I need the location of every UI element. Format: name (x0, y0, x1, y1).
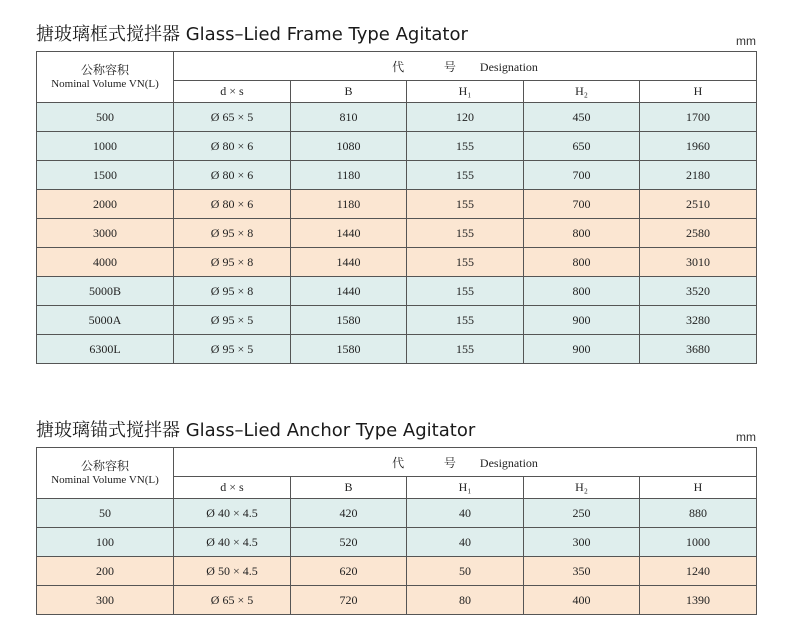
h-cell: 880 (640, 499, 757, 528)
table-row (37, 586, 757, 615)
volume-cell: 4000 (37, 248, 174, 277)
table-row (37, 335, 757, 364)
h-cell: 2580 (640, 219, 757, 248)
h2-cell: 400 (524, 586, 640, 615)
h1-cell: 155 (407, 335, 524, 364)
b-cell: 720 (291, 586, 407, 615)
volume-cell: 500 (37, 103, 174, 132)
col-header-h2: H₂ (524, 477, 640, 499)
b-cell: 1440 (291, 277, 407, 306)
h1-cell: 155 (407, 219, 524, 248)
h2-cell: 900 (524, 335, 640, 364)
volume-cell: 5000B (37, 277, 174, 306)
volume-cell: 50 (37, 499, 174, 528)
h2-cell: 800 (524, 248, 640, 277)
b-cell: 1080 (291, 132, 407, 161)
ds-cell: Ø 95 × 5 (174, 306, 291, 335)
h-cell: 2180 (640, 161, 757, 190)
frame-agitator-section (36, 20, 756, 365)
h-cell: 1390 (640, 586, 757, 615)
col-header-h2: H₂ (524, 81, 640, 103)
ds-cell: Ø 95 × 8 (174, 219, 291, 248)
volume-header-zh: 公称容积 (80, 459, 129, 473)
h1-cell: 155 (407, 277, 524, 306)
designation-header-zh: 代 号 (392, 59, 474, 74)
col-header-b: B (291, 81, 407, 103)
col-header-h1: H₁ (407, 477, 524, 499)
table-row (37, 219, 757, 248)
designation-header (174, 448, 757, 477)
h2-cell: 800 (524, 277, 640, 306)
table-row (37, 277, 757, 306)
h1-cell: 155 (407, 132, 524, 161)
h1-cell: 80 (407, 586, 524, 615)
anchor-agitator-section (36, 416, 756, 626)
h2-cell: 800 (524, 219, 640, 248)
volume-header-zh: 公称容积 (80, 63, 129, 77)
volume-header-en: Nominal Volume VN(L) (51, 474, 159, 486)
anchor-agitator-title: 搪玻璃锚式搅拌器 Glass–Lied Anchor Type Agitator (36, 420, 476, 441)
h1-cell: 155 (407, 306, 524, 335)
b-cell: 1180 (291, 161, 407, 190)
volume-header (37, 448, 174, 499)
frame-agitator-table (36, 51, 757, 364)
h2-cell: 900 (524, 306, 640, 335)
ds-cell: Ø 50 × 4.5 (174, 557, 291, 586)
b-cell: 1440 (291, 219, 407, 248)
ds-cell: Ø 95 × 8 (174, 277, 291, 306)
volume-cell: 1500 (37, 161, 174, 190)
h-cell: 3520 (640, 277, 757, 306)
table-row (37, 306, 757, 335)
designation-header-en: Designation (479, 59, 538, 74)
table-row (37, 190, 757, 219)
frame-agitator-title: 搪玻璃框式搅拌器 Glass–Lied Frame Type Agitator (36, 24, 468, 45)
designation-header-en: Designation (479, 455, 538, 470)
volume-cell: 2000 (37, 190, 174, 219)
h1-cell: 50 (407, 557, 524, 586)
h-cell: 3680 (640, 335, 757, 364)
table-row (37, 132, 757, 161)
table-row (37, 248, 757, 277)
b-cell: 1180 (291, 190, 407, 219)
volume-header-en: Nominal Volume VN(L) (51, 78, 159, 90)
h-cell: 3280 (640, 306, 757, 335)
h-cell: 3010 (640, 248, 757, 277)
table-row (37, 499, 757, 528)
h1-cell: 155 (407, 161, 524, 190)
h1-cell: 40 (407, 499, 524, 528)
ds-cell: Ø 80 × 6 (174, 161, 291, 190)
h2-cell: 300 (524, 528, 640, 557)
ds-cell: Ø 65 × 5 (174, 586, 291, 615)
b-cell: 1580 (291, 335, 407, 364)
h2-cell: 650 (524, 132, 640, 161)
h2-cell: 700 (524, 190, 640, 219)
col-header-h: H (640, 477, 757, 499)
volume-cell: 200 (37, 557, 174, 586)
designation-header (174, 52, 757, 81)
h-cell: 1000 (640, 528, 757, 557)
h2-cell: 350 (524, 557, 640, 586)
volume-cell: 100 (37, 528, 174, 557)
volume-cell: 1000 (37, 132, 174, 161)
col-header-b: B (291, 477, 407, 499)
volume-header (37, 52, 174, 103)
h1-cell: 155 (407, 248, 524, 277)
b-cell: 420 (291, 499, 407, 528)
h1-cell: 120 (407, 103, 524, 132)
h2-cell: 700 (524, 161, 640, 190)
volume-cell: 300 (37, 586, 174, 615)
volume-cell: 5000A (37, 306, 174, 335)
frame-unit-label: mm (736, 34, 756, 48)
b-cell: 810 (291, 103, 407, 132)
table-row (37, 103, 757, 132)
table-row (37, 161, 757, 190)
h2-cell: 250 (524, 499, 640, 528)
anchor-unit-label: mm (736, 430, 756, 444)
h2-cell: 450 (524, 103, 640, 132)
h-cell: 2510 (640, 190, 757, 219)
table-row (37, 557, 757, 586)
h1-cell: 40 (407, 528, 524, 557)
ds-cell: Ø 65 × 5 (174, 103, 291, 132)
h-cell: 1960 (640, 132, 757, 161)
b-cell: 620 (291, 557, 407, 586)
ds-cell: Ø 80 × 6 (174, 132, 291, 161)
col-header-ds: d × s (174, 81, 291, 103)
ds-cell: Ø 40 × 4.5 (174, 528, 291, 557)
ds-cell: Ø 95 × 8 (174, 248, 291, 277)
designation-header-zh: 代 号 (392, 455, 474, 470)
b-cell: 1580 (291, 306, 407, 335)
ds-cell: Ø 80 × 6 (174, 190, 291, 219)
h-cell: 1240 (640, 557, 757, 586)
b-cell: 1440 (291, 248, 407, 277)
h1-cell: 155 (407, 190, 524, 219)
volume-cell: 3000 (37, 219, 174, 248)
ds-cell: Ø 40 × 4.5 (174, 499, 291, 528)
col-header-h: H (640, 81, 757, 103)
anchor-agitator-table (36, 447, 757, 615)
ds-cell: Ø 95 × 5 (174, 335, 291, 364)
b-cell: 520 (291, 528, 407, 557)
table-row (37, 528, 757, 557)
volume-cell: 6300L (37, 335, 174, 364)
col-header-ds: d × s (174, 477, 291, 499)
h-cell: 1700 (640, 103, 757, 132)
col-header-h1: H₁ (407, 81, 524, 103)
